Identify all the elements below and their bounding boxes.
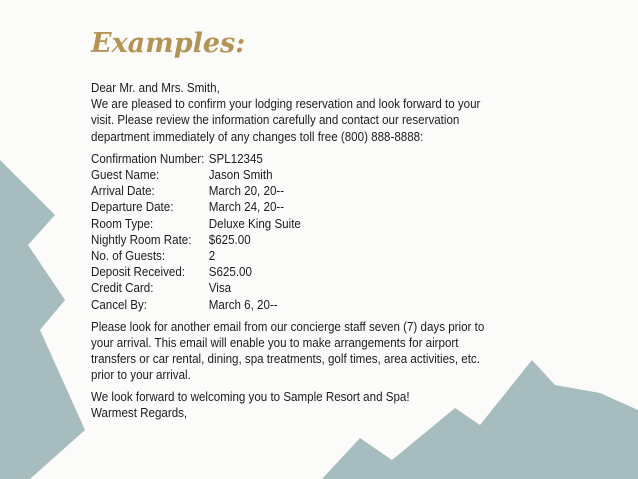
detail-value: S625.00 (208, 265, 252, 280)
detail-label: Arrival Date: (91, 184, 155, 199)
letter-body (91, 80, 496, 421)
detail-value: SPL12345 (208, 151, 263, 166)
detail-label: Credit Card: (91, 281, 154, 296)
detail-label: Deposit Received: (91, 265, 186, 280)
detail-label: Nightly Room Rate: (91, 232, 192, 247)
detail-value: $625.00 (208, 232, 251, 247)
signoff: Warmest Regards, (91, 405, 188, 420)
closing-line: We look forward to welcoming you to Sample Resort and Spa! (91, 389, 410, 404)
detail-label: Cancel By: (91, 297, 148, 312)
detail-value: March 24, 20-- (208, 200, 285, 215)
detail-label: No. of Guests: (91, 249, 166, 264)
detail-label: Confirmation Number: (91, 151, 205, 166)
detail-label: Room Type: (91, 216, 154, 231)
detail-value: March 6, 20-- (208, 297, 278, 312)
intro-paragraph: We are pleased to confirm your lodging reservation and look forward to your visit. Please review the information carefully and contact our reservation department immediately of any changes toll free (800) 888-8888: (91, 97, 481, 144)
detail-value: Deluxe King Suite (208, 216, 301, 231)
concierge-paragraph: Please look for another email from our concierge staff seven (7) days prior to your arrival. This email will enable you to make arrangements for airport transfers or car rental, dining, spa treatments, golf times, area activities, etc. prior to your arrival. (91, 319, 485, 383)
detail-value: Visa (208, 281, 232, 296)
detail-value: Jason Smith (208, 168, 273, 183)
detail-value: 2 (208, 249, 216, 264)
left-mountain-shape (0, 160, 85, 479)
detail-value: March 20, 20-- (208, 184, 285, 199)
detail-label: Guest Name: (91, 168, 160, 183)
reservation-details (91, 151, 496, 313)
slide-title: Examples: (91, 28, 246, 59)
detail-label: Departure Date: (91, 200, 174, 215)
salutation: Dear Mr. and Mrs. Smith, (91, 81, 220, 95)
